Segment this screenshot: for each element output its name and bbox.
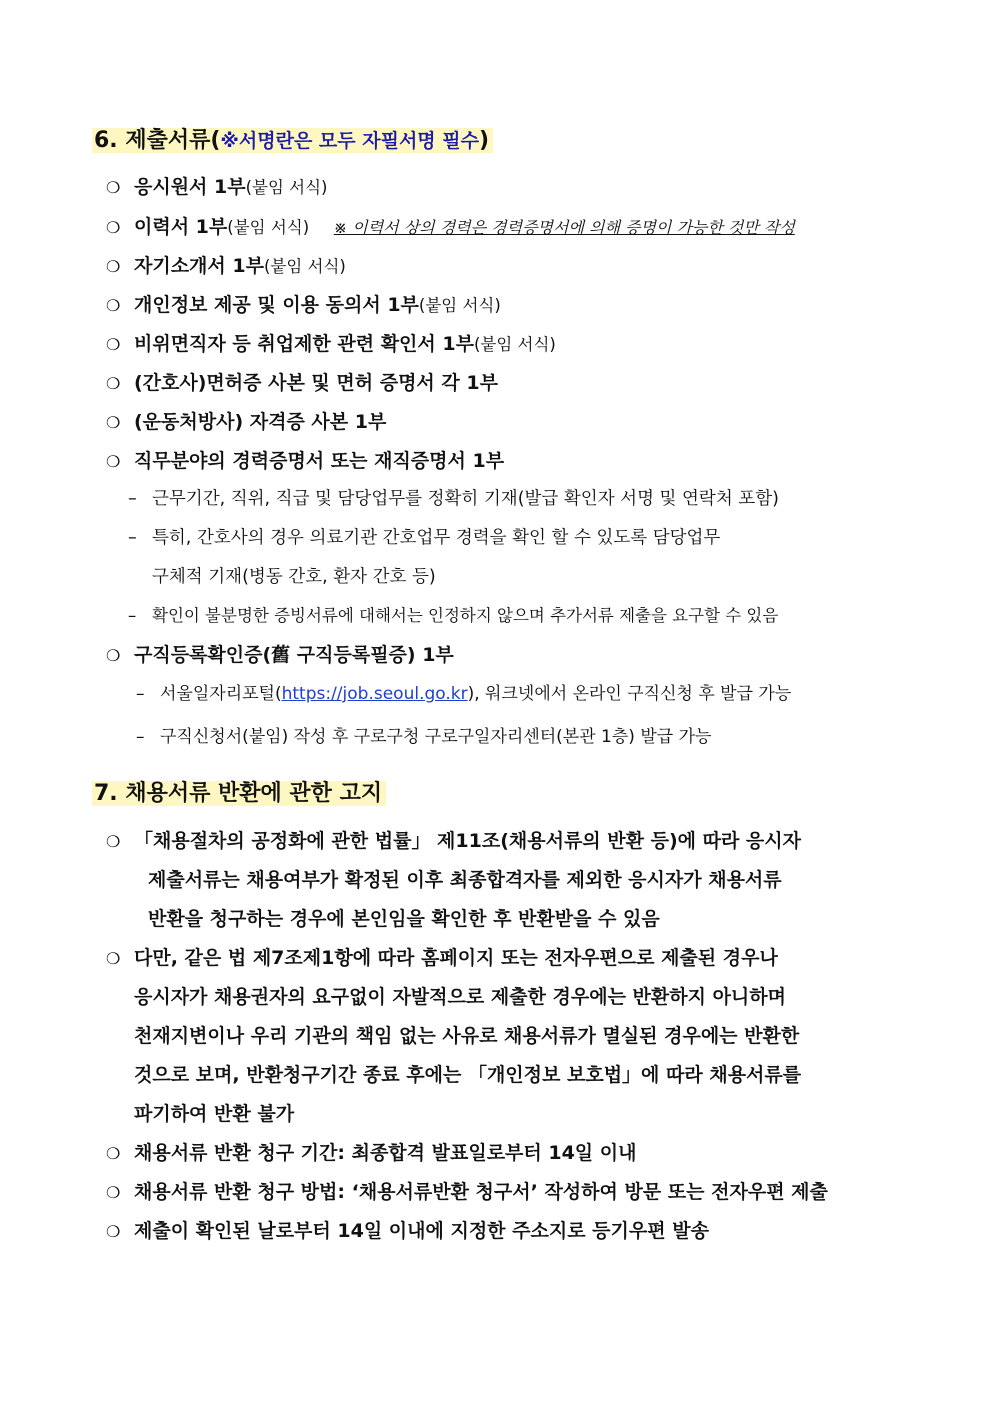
list-item: ❍ 「채용절차의 공정화에 관한 법률」 제11조(채용서류의 반환 등)에 따라 응시자 [106,830,801,852]
section-6-signature-note: ※서명란은 모두 자필서명 필수 [220,130,479,152]
list-item: ❍ 이력서 1부(붙임 서식) ※ 이력서 상의 경력은 경력증명서에 의해 증명이 가능한 것만 작성 [106,216,795,238]
list-item-continuation: 천재지변이나 우리 기관의 책임 없는 사유로 채용서류가 멸실된 경우에는 반환한 [134,1025,800,1047]
list-item-continuation: 것으로 보며, 반환청구기간 종료 후에는 「개인정보 보호법」에 따라 채용서류를 [134,1064,802,1086]
list-item: ❍ 제출이 확인된 날로부터 14일 이내에 지정한 주소지로 등기우편 발송 [106,1220,709,1242]
list-item-continuation: 응시자가 채용권자의 요구없이 자발적으로 제출한 경우에는 반환하지 아니하며 [134,986,786,1008]
list-item: ❍ 개인정보 제공 및 이용 동의서 1부(붙임 서식) [106,294,501,316]
career-note: ※ 이력서 상의 경력은 경력증명서에 의해 증명이 가능한 것만 작성 [333,218,795,237]
sub-item-continuation: 구체적 기재(병동 간호, 환자 간호 등) [152,567,436,587]
list-item: ❍ 비위면직자 등 취업제한 관련 확인서 1부(붙임 서식) [106,333,556,355]
sub-item: – 구직신청서(붙임) 작성 후 구로구청 구로구일자리센터(본관 1층) 발급 가능 [136,727,712,747]
section-6-heading: 6. 제출서류(※서명란은 모두 자필서명 필수) [92,124,493,158]
sub-item: – 서울일자리포털(https://job.seoul.go.kr), 워크넷에서 온라인 구직신청 후 발급 가능 [136,684,792,704]
list-item: ❍ 다만, 같은 법 제7조제1항에 따라 홈페이지 또는 전자우편으로 제출된 경우나 [106,947,778,969]
list-item: ❍ (운동처방사) 자격증 사본 1부 [106,411,387,433]
section-7-heading: 7. 채용서류 반환에 관한 고지 [92,777,386,811]
list-item: ❍ 자기소개서 1부(붙임 서식) [106,255,346,277]
list-item-continuation: 제출서류는 채용여부가 확정된 이후 최종합격자를 제외한 응시자가 채용서류 [148,869,782,891]
list-item-continuation: 파기하여 반환 불가 [134,1103,295,1125]
sub-item: – 특히, 간호사의 경우 의료기관 간호업무 경력을 확인 할 수 있도록 담당업무 [128,528,721,548]
list-item-continuation: 반환을 청구하는 경우에 본인임을 확인한 후 반환받을 수 있음 [148,908,660,930]
list-item: ❍ (간호사)면허증 사본 및 면허 증명서 각 1부 [106,372,498,394]
list-item: ❍ 응시원서 1부(붙임 서식) [106,176,328,198]
list-item: ❍ 채용서류 반환 청구 기간: 최종합격 발표일로부터 14일 이내 [106,1142,637,1164]
seoul-job-portal-link[interactable]: https://job.seoul.go.kr [281,684,468,704]
sub-item: – 확인이 불분명한 증빙서류에 대해서는 인정하지 않으며 추가서류 제출을 요구할 수 있음 [128,606,779,625]
sub-item: – 근무기간, 직위, 직급 및 담당업무를 정확히 기재(발급 확인자 서명 및 연락처 포함) [128,489,779,509]
list-item: ❍ 채용서류 반환 청구 방법: ‘채용서류반환 청구서’ 작성하여 방문 또는 전자우편 제출 [106,1181,828,1203]
list-item: ❍ 구직등록확인증(舊 구직등록필증) 1부 [106,644,454,666]
list-item: ❍ 직무분야의 경력증명서 또는 재직증명서 1부 [106,450,505,472]
